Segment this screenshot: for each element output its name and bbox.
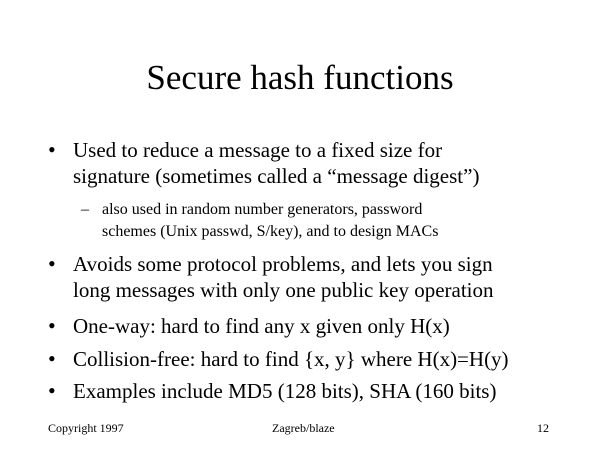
bullet-line: One-way: hard to find any x given only H(x) [73,314,450,338]
sub-bullet-text [102,199,438,243]
bullet-glyph: • [48,346,56,371]
bullet-glyph: • [48,313,56,338]
bullet-text [73,313,450,339]
bullet-line: Collision-free: hard to find {x, y} where H(x)=H(y) [73,347,509,371]
footer-copyright: Copyright 1997 [48,421,124,435]
bullet-text [73,137,479,189]
bullet-text [73,378,496,404]
footer-center-label: Zagreb/blaze [272,421,335,435]
dash-glyph: – [81,201,89,218]
bullet-glyph: • [48,378,56,403]
slide-title: Secure hash functions [146,58,454,97]
bullet-line: signature (sometimes called a “message digest”) [73,164,480,188]
bullet-glyph: • [48,137,56,162]
bullet-line: long messages with only one public key operation [73,278,494,302]
sub-bullet-line: also used in random number generators, password [102,201,423,218]
bullet-line: Examples include MD5 (128 bits), SHA (160 bits) [73,379,497,403]
bullet-text [73,346,509,372]
bullet-text [73,251,494,303]
bullet-glyph: • [48,251,56,276]
bullet-line: Avoids some protocol problems, and lets you sign [73,252,493,276]
bullet-line: Used to reduce a message to a fixed size for [73,138,443,162]
footer-page-number: 12 [537,421,549,435]
sub-bullet-line: schemes (Unix passwd, S/key), and to design MACs [102,223,439,240]
